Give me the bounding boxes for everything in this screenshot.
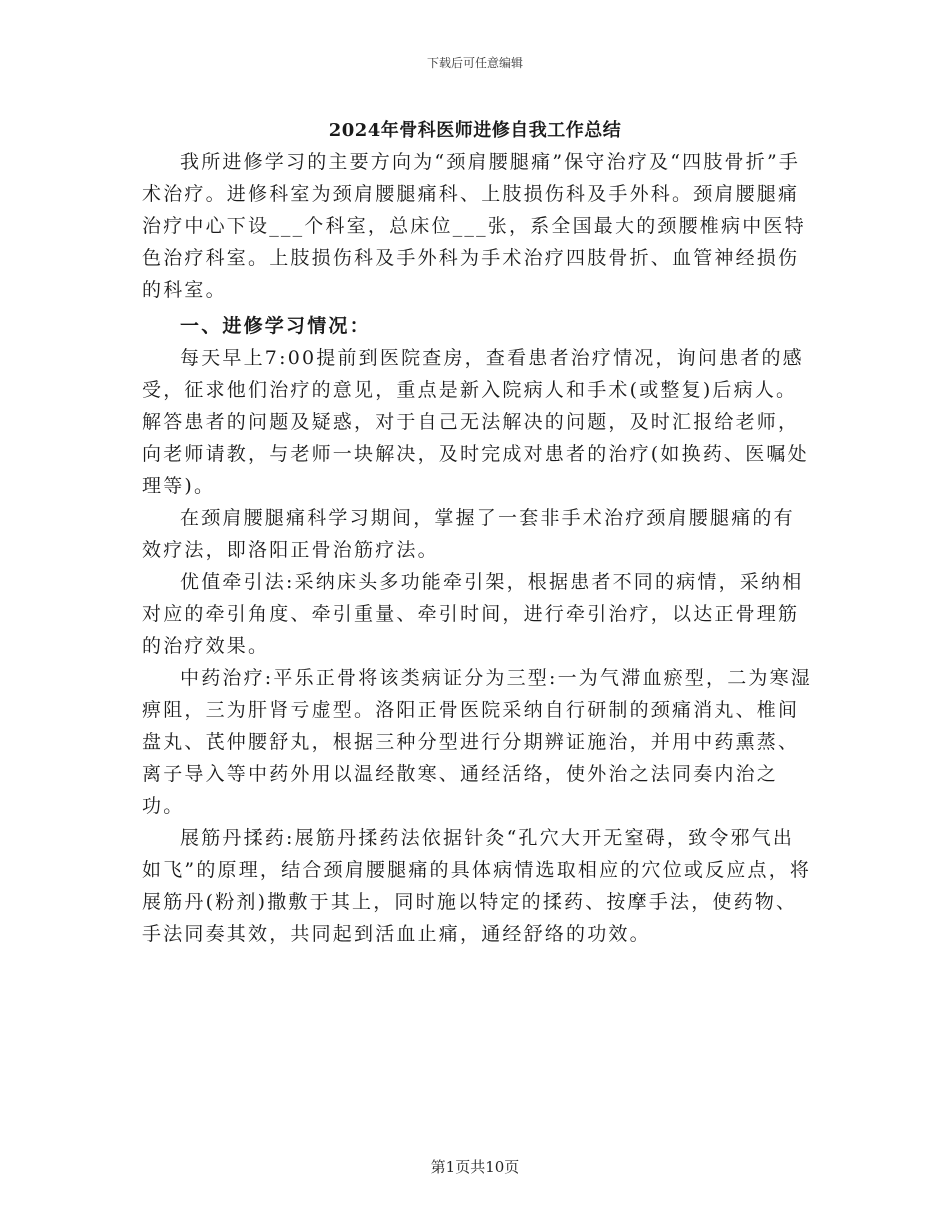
paragraph-intro: 我所进修学习的主要方向为“颈肩腰腿痛”保守治疗及“四肢骨折”手术治疗。进修科室为颈肩腰腿痛科、上肢损伤科及手外科。颈肩腰腿痛治疗中心下设___个科室，总床位___张，系全国最大的颈腰椎病中医特色治疗科室。上肢损伤科及手外科为手术治疗四肢骨折、血管神经损伤的科室。 xyxy=(142,151,806,301)
paragraph-traction: 优值牵引法:采纳床头多功能牵引架，根据患者不同的病情，采纳相对应的牵引角度、牵引重量、牵引时间，进行牵引治疗，以达正骨理筋的治疗效果。 xyxy=(142,571,804,657)
paragraph-herbal-treatment: 中药治疗:平乐正骨将该类病证分为三型:一为气滞血瘀型，二为寒湿痹阻，三为肝肾亏虚型。洛阳正骨医院采纳自行研制的颈痛消丸、椎间盘丸、芪仲腰舒丸，根据三种分型进行分期辨证施治，并用中药熏蒸、离子导入等中药外用以温经散寒、通经活络，使外治之法同奏内治之功。 xyxy=(142,667,813,817)
page-number: 第1页共10页 xyxy=(430,1158,520,1176)
document-body xyxy=(142,146,814,950)
section-heading: 一、进修学习情况： xyxy=(180,315,371,337)
paragraph-zhanjindan: 展筋丹揉药:展筋丹揉药法依据针灸“孔穴大开无窒碍，致令邪气出如飞”的原理，结合颈肩腰腿痛的具体病情选取相应的穴位或反应点，将展筋丹(粉剂)撒敷于其上，同时施以特定的揉药、按摩手法，使药物、手法同奏其效，共同起到活血止痛，通经舒络的功效。 xyxy=(142,827,812,945)
paragraph-daily-rounds: 每天早上7:00提前到医院查房，查看患者治疗情况，询问患者的感受，征求他们治疗的意见，重点是新入院病人和手术(或整复)后病人。解答患者的问题及疑惑，对于自己无法解决的问题，及时汇报给老师，向老师请教，与老师一块解决，及时完成对患者的治疗(如换药、医嘱处理等)。 xyxy=(142,347,809,497)
paragraph-study-period: 在颈肩腰腿痛科学习期间，掌握了一套非手术治疗颈肩腰腿痛的有效疗法，即洛阳正骨治筋疗法。 xyxy=(142,507,795,561)
document-title: 2024年骨科医师进修自我工作总结 xyxy=(328,120,622,141)
header-note: 下载后可任意编辑 xyxy=(426,56,523,70)
